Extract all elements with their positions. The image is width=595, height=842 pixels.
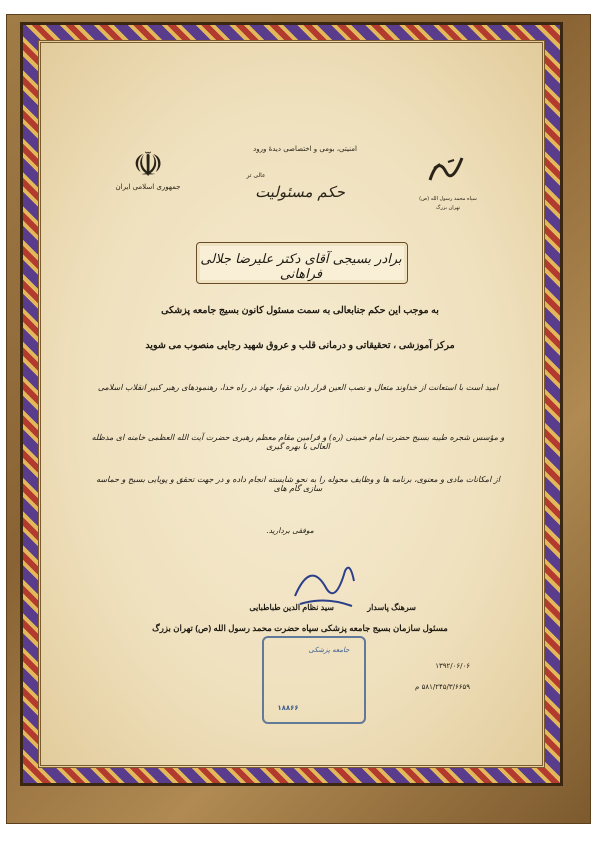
signer-rank: سرهنگ پاسدار bbox=[367, 603, 416, 612]
issue-date: ۱۳۹۲/۰۶/۰۶ bbox=[435, 662, 470, 670]
signer-name: سید نظام الدین طباطبایی bbox=[249, 603, 334, 612]
appointment-line-1: به موجب این حکم جنابعالی به سمت مسئول کانون بسیج جامعه پزشکی bbox=[161, 305, 439, 316]
basij-logo-icon bbox=[424, 150, 468, 190]
subheading: عالی تر bbox=[246, 172, 266, 179]
closing-text: موفقی بردارید. bbox=[266, 526, 314, 535]
emblem-caption: جمهوری اسلامی ایران bbox=[115, 183, 181, 191]
reference-number: ۵۸۱/۲۴۵/۳/۶۶۵۹ م bbox=[415, 683, 470, 691]
body-line-2: و مؤسس شجره طیبه بسیج حضرت امام خمینی (ره) و فرامین مقام معظم رهبری حضرت آیت الله العظمی خامنه ای مدظله العالی با بهره گیری bbox=[91, 433, 505, 451]
signer-role: مسئول سازمان بسیج جامعه پزشکی سپاه حضرت محمد رسول الله (ص) تهران بزرگ bbox=[152, 623, 448, 633]
stamp-number: ۱۸۸۶۶ bbox=[277, 704, 299, 712]
stamp-text: جامعه پزشکی bbox=[308, 646, 350, 654]
certificate-title: حکم مسئولیت bbox=[255, 183, 345, 201]
body-line-1: امید است با استعانت از خداوند متعال و نصب العین قرار دادن تقوا، جهاد در راه خدا، رهنمودهای رهبر کبیر انقلاب اسلامی bbox=[97, 383, 499, 392]
logo-caption-2: تهران بزرگ bbox=[435, 205, 461, 211]
body-line-3: از امکانات مادی و معنوی، برنامه ها و وظایف محوله را به نحو شایسته انجام داده و در جهت تحقق و پویایی بسیج و حماسه سازی گام های bbox=[96, 475, 500, 493]
invocation-text: امنیتی، بومی و اختصاصی دیدهٔ ورود bbox=[253, 145, 357, 153]
appointment-line-2: مرکز آموزشی ، تحقیقاتی و درمانی قلب و عروق شهید رجایی منصوب می شوید bbox=[145, 340, 455, 351]
iran-emblem-icon: ☫ bbox=[132, 145, 164, 185]
recipient-name: برادر بسیجی آقای دکتر علیرضا جلالی فراهانی bbox=[200, 252, 402, 282]
logo-caption-1: سپاه محمد رسول الله (ص) bbox=[419, 196, 477, 202]
